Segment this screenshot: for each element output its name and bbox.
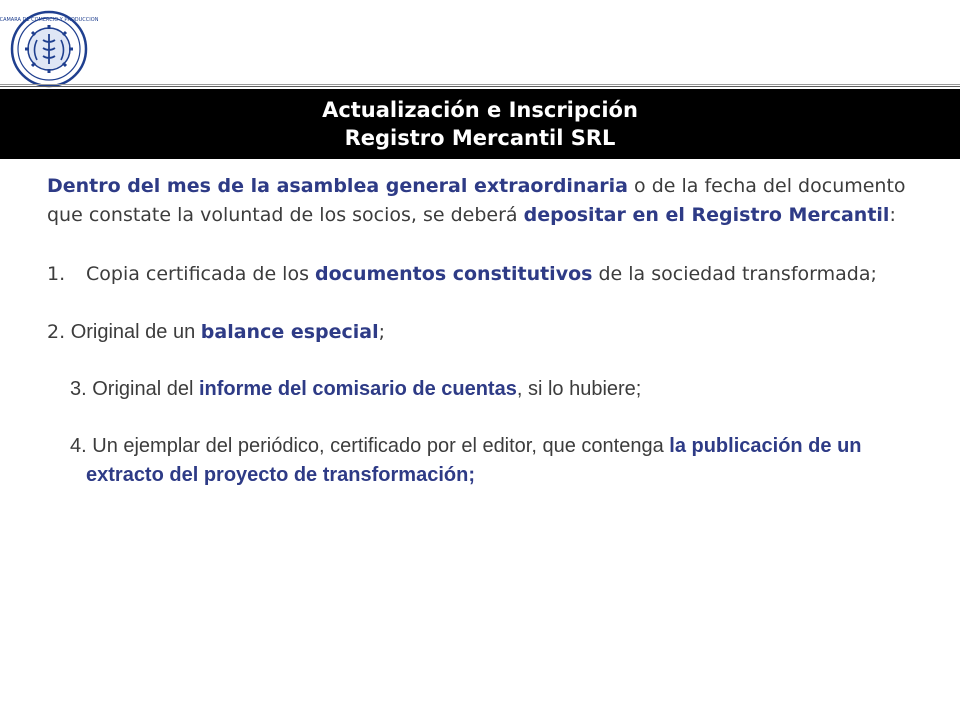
item-number: 4. — [70, 435, 87, 457]
intro-text-2: o de la fecha del documento que constate la voluntad de los socios, se deberá — [47, 175, 906, 226]
item-text: Copia certificada de los — [86, 263, 316, 285]
item-text: Original del — [86, 378, 199, 400]
item-bold: informe del comisario de cuentas — [198, 378, 517, 400]
item-number: 2. — [47, 321, 66, 343]
item-bold: balance especial — [200, 321, 379, 343]
institution-seal-icon — [0, 10, 99, 88]
title-banner — [0, 89, 960, 159]
item-bold: documentos constitutivos — [315, 263, 593, 285]
banner-title-line2: Registro Mercantil SRL — [344, 126, 616, 150]
item-text-end: , si lo hubiere; — [516, 378, 642, 400]
item-number: 1. — [47, 263, 66, 285]
list-item — [47, 318, 933, 347]
list-item — [47, 260, 933, 289]
list-item — [70, 432, 933, 490]
intro-text-4: : — [889, 204, 896, 226]
header-rule-dark — [0, 86, 960, 87]
item-text-end: ; — [378, 321, 386, 343]
header-rule — [0, 84, 960, 85]
slide-body — [47, 172, 933, 490]
intro-bold-1: Dentro del mes de la asamblea general extraordinaria — [47, 175, 628, 197]
seal-text: CAMARA DE COMERCIO Y PRODUCCION — [0, 17, 99, 23]
banner-title-line1: Actualización e Inscripción — [322, 98, 638, 122]
item-text-end: de la sociedad transformada; — [592, 263, 877, 285]
item-text: Original de un — [65, 321, 201, 343]
list-item — [70, 375, 933, 404]
intro-bold-3: depositar en el Registro Mercantil — [523, 204, 890, 226]
intro-paragraph — [47, 172, 933, 230]
item-number: 3. — [70, 378, 87, 400]
item-text: Un ejemplar del periódico, certificado por el editor, que contenga — [86, 435, 670, 457]
item-bold: la publicación de un extracto del proyecto de transformación; — [86, 435, 862, 486]
